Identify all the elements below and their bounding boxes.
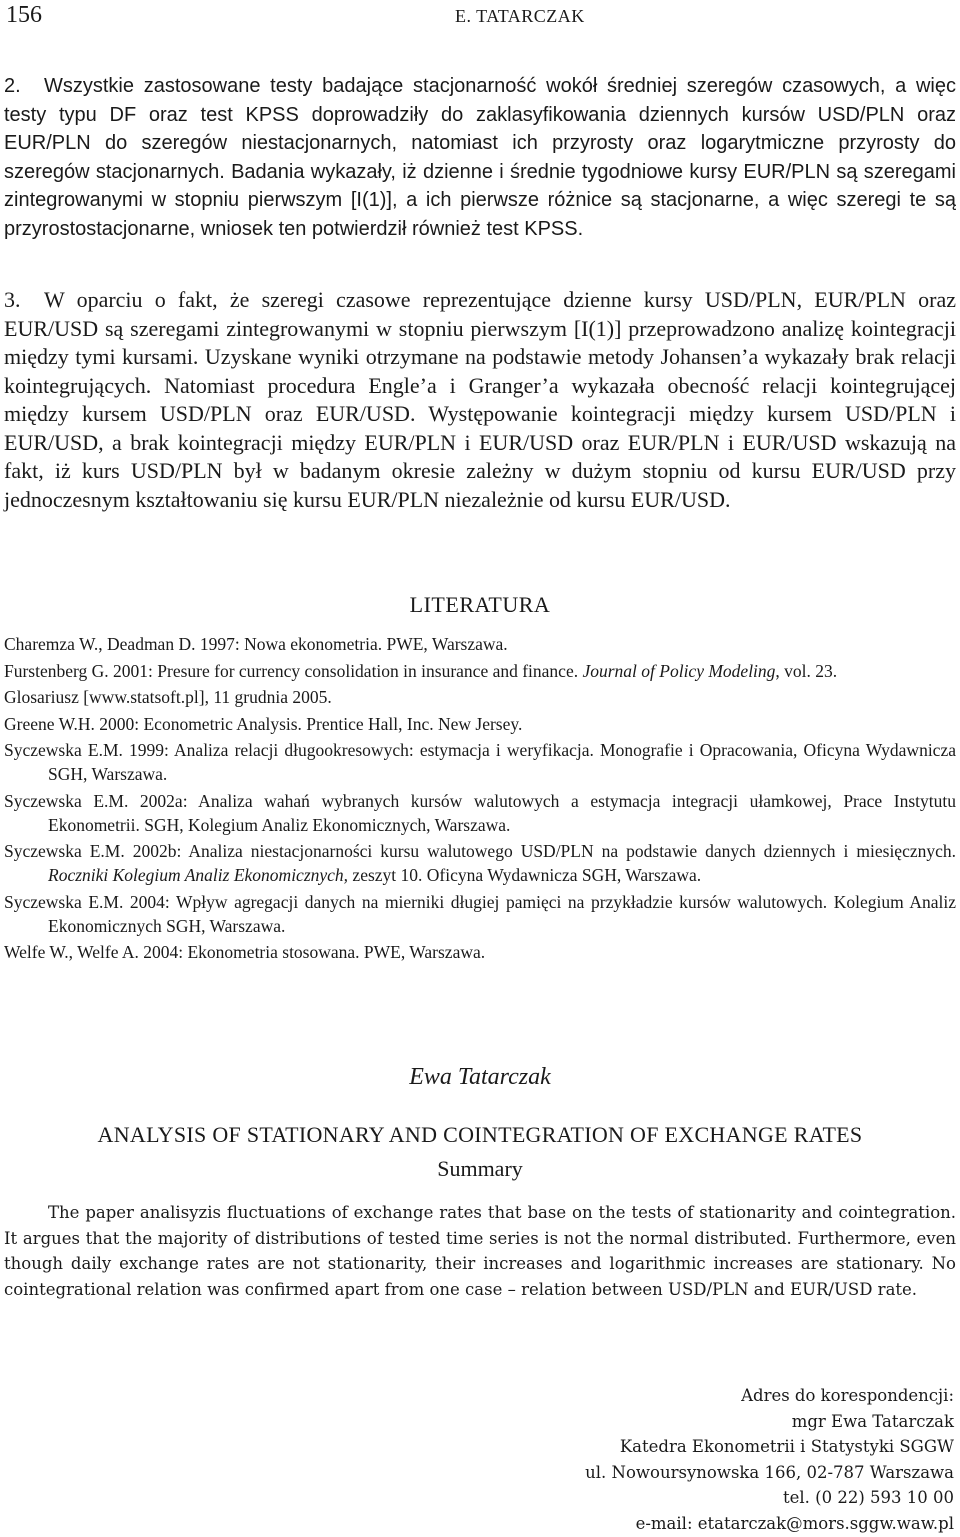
reference-list bbox=[4, 632, 956, 967]
reference-item: Glosariusz [www.statsoft.pl], 11 grudnia 2005. bbox=[4, 687, 332, 707]
journal-title: Roczniki Kolegium Analiz Ekonomicznych, bbox=[48, 865, 349, 885]
correspondence-line: ul. Nowoursynowska 166, 02-787 Warszawa bbox=[585, 1462, 954, 1482]
journal-title: Journal of Policy Modeling bbox=[582, 660, 776, 681]
conclusion-number: 3. bbox=[4, 287, 21, 312]
conclusion-text: Wszystkie zastosowane testy badające stacjonarność wokół średniej szeregów czasowych, a więc testy typu DF oraz test KPSS doprowadziły do zaklasyfikowania dziennych kursów USD/PLN oraz EUR/PLN do szeregów niestacjonarnych, natomiast ich przyrosty oraz logarytmiczne przyrosty do szeregów stacjonarnych. Badania wykazały, iż dzienne i średnie tygodniowe kursy EUR/PLN są szeregami zintegrowanymi w stopniu pierwszym [I(1)], a ich pierwsze różnice są stacjonarne, a więc szeregi te są przyrostostacjonarne, wniosek ten potwierdził również test KPSS. bbox=[4, 75, 956, 240]
reference-item: Syczewska E.M. 2002a: Analiza wahań wybranych kursów walutowych a estymacja integracji ułamkowej, Prace Instytutu Ekonometrii. SGH, Kolegium Analiz Ekonomicznych, Warszawa. bbox=[4, 790, 956, 835]
conclusion-item-2 bbox=[4, 72, 956, 243]
page-header bbox=[0, 2, 960, 32]
correspondence-line: tel. (0 22) 593 10 00 bbox=[783, 1488, 954, 1508]
reference-item: Charemza W., Deadman D. 1997: Nowa ekonometria. PWE, Warszawa. bbox=[4, 634, 508, 654]
reference-item: Welfe W., Welfe A. 2004: Ekonometria stosowana. PWE, Warszawa. bbox=[4, 942, 486, 962]
correspondence-line: Katedra Ekonometrii i Statystyki SGGW bbox=[619, 1437, 954, 1457]
author-name: Ewa Tatarczak bbox=[409, 1064, 551, 1090]
correspondence-line: Adres do korespondencji: bbox=[741, 1386, 954, 1405]
running-head: E. TATARCZAK bbox=[455, 6, 585, 26]
conclusion-text: W oparciu o fakt, że szeregi czasowe reprezentujące dzienne kursy USD/PLN, EUR/PLN oraz EUR/USD są szeregami zintegrowanymi w stopniu pierwszym [I(1)] przeprowadzono analizę kointegracji między tymi kursami. Uzyskane wyniki otrzymane na podstawie metody Johansen’a wykazały brak relacji kointegrujących. Natomiast procedura Engle’a i Granger’a wykazała obecność relacji kointegrującej między kursem USD/PLN oraz EUR/USD. Występowanie kointegracji między kursem USD/PLN i EUR/USD, a brak kointegracji między EUR/PLN i EUR/USD oraz EUR/PLN i EUR/USD wskazują na fakt, iż kurs USD/PLN był w badanym okresie zależny w dużym stopniu od kursu EUR/USD przy jednoczesnym kształtowaniu się kursu EUR/PLN niezależnie od kursu EUR/USD. bbox=[4, 287, 956, 512]
correspondence-block bbox=[354, 1383, 954, 1537]
correspondence-email: e-mail: etatarczak@mors.sggw.waw.pl bbox=[635, 1513, 954, 1533]
abstract-text: The paper analisyzis fluctuations of exchange rates that base on the tests of stationarity and cointegration. It argues that the majority of distributions of tested time series is not the normal distributed. Furthermore, even though daily exchange rates are not stationarity, their increases and logarithmic increases are stationary. No cointegrational relation was confirmed apart from one case – relation between USD/PLN and EUR/USD rate. bbox=[4, 1203, 956, 1299]
reference-item: Syczewska E.M. 2002b: Analiza niestacjonarności kursu walutowego USD/PLN na podstawie danych dziennych i miesięcznych. Roczniki Kolegium Analiz Ekonomicznych, zeszyt 10. Oficyna Wydawnicza SGH, Warszawa. bbox=[4, 841, 956, 885]
english-title: ANALYSIS OF STATIONARY AND COINTEGRATION OF EXCHANGE RATES bbox=[97, 1122, 863, 1147]
page-number: 156 bbox=[6, 2, 42, 28]
literature-heading: LITERATURA bbox=[409, 592, 551, 617]
reference-item: Syczewska E.M. 2004: Wpływ agregacji danych na mierniki długiej pamięci na przykładzie kursów walutowych. Kolegium Analiz Ekonomicznych SGH, Warszawa. bbox=[4, 891, 956, 936]
correspondence-line: mgr Ewa Tatarczak bbox=[791, 1411, 954, 1431]
conclusion-number: 2. bbox=[4, 75, 21, 97]
reference-item: Furstenberg G. 2001: Presure for currency consolidation in insurance and finance. Journal of Policy Modeling, vol. 23. bbox=[4, 660, 838, 681]
conclusion-item-3 bbox=[4, 286, 956, 514]
reference-item: Greene W.H. 2000: Econometric Analysis. Prentice Hall, Inc. New Jersey. bbox=[4, 713, 523, 734]
reference-item: Syczewska E.M. 1999: Analiza relacji długookresowych: estymacja i weryfikacja. Monografie i Opracowania, Oficyna Wydawnicza SGH, Warszawa. bbox=[4, 740, 956, 784]
summary-heading: Summary bbox=[437, 1156, 523, 1181]
